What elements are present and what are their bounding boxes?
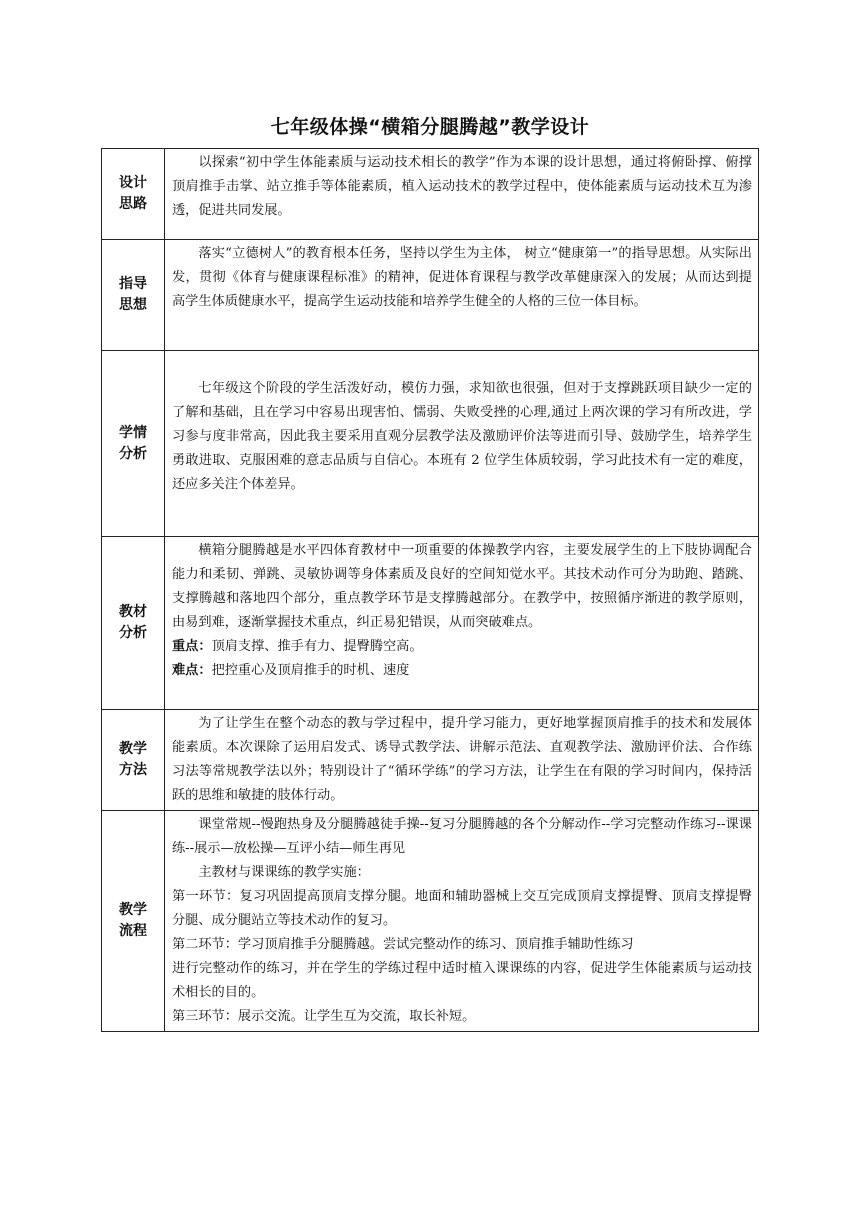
content-teaching-process xyxy=(165,811,759,1032)
paragraph: 落实“立德树人”的教育根本任务，坚持以学生为主体， 树立“健康第一”的指导思想。从实际出发，贯彻《体育与健康课程标准》的精神，促进体育课程与教学改革健康深入的发展；从而达到提高学生体质健康水平，提高学生运动技能和培养学生健全的人格的三位一体目标。 xyxy=(172,246,752,309)
label-line: 方法 xyxy=(119,762,147,778)
content-design-idea xyxy=(165,149,759,240)
label-guiding-idea xyxy=(102,240,165,351)
row-teaching-process xyxy=(102,811,759,1032)
paragraph: 为了让学生在整个动态的教与学过程中，提升学习能力，更好地掌握顶肩推手的技术和发展体能素质。本次课除了运用启发式、诱导式教学法、讲解示范法、直观教学法、激励评价法、合作练习法等常规教学法以外；特别设计了“循环学练”的学习方法，让学生在有限的学习时间内，保持活跃的思维和敏捷的肢体行动。 xyxy=(172,716,752,803)
process-step-2-detail: 进行完整动作的练习，并在学生的学练过程中适时植入课课练的内容，促进学生体能素质与运动技术相长的目的。 xyxy=(172,961,752,1000)
content-guiding-idea xyxy=(165,240,759,351)
lesson-plan-table xyxy=(101,148,759,1032)
paragraph: 七年级这个阶段的学生活泼好动，模仿力强，求知欲也很强，但对于支撑跳跃项目缺少一定的了解和基础，且在学习中容易出现害怕、懦弱、失败受挫的心理,通过上两次课的学习有所改进，学习参与度非常高，因此我主要采用直观分层教学法及激励评价法等进而引导、鼓励学生，培养学生勇敢进取、克服困难的意志品质与自信心。本班有 2 位学生体质较弱，学习此技术有一定的难度，还应多关注个体差异。 xyxy=(172,381,752,492)
label-line: 教学 xyxy=(119,902,147,918)
content-student-analysis xyxy=(165,351,759,537)
row-material-analysis xyxy=(102,537,759,710)
label-material-analysis xyxy=(102,537,165,710)
label-line: 思路 xyxy=(119,196,147,212)
label-design-idea xyxy=(102,149,165,240)
paragraph: 横箱分腿腾越是水平四体育教材中一项重要的体操教学内容，主要发展学生的上下肢协调配合能力和柔韧、弹跳、灵敏协调等身体素质及良好的空间知觉水平。其技术动作可分为助跑、踏跳、支撑腾越和落地四个部分，重点教学环节是支撑腾越部分。在教学中，按照循序渐进的教学原则，由易到难，逐渐掌握技术重点，纠正易犯错误，从而突破难点。 xyxy=(172,543,752,630)
label-line: 学情 xyxy=(119,424,147,441)
content-teaching-method xyxy=(165,710,759,811)
label-line: 教材 xyxy=(119,604,147,620)
process-step-3: 第三环节：展示交流。让学生互为交流，取长补短。 xyxy=(172,1009,476,1024)
label-student-analysis xyxy=(102,351,165,537)
page-title: 七年级体操“横箱分腿腾越”教学设计 xyxy=(270,116,590,138)
key-point-label: 重点： xyxy=(172,639,212,654)
key-point xyxy=(172,635,752,659)
row-design-idea xyxy=(102,149,759,240)
label-line: 设计 xyxy=(119,175,147,191)
label-line: 指导 xyxy=(119,276,147,292)
key-point-text: 顶肩支撑、推手有力、提臀腾空高。 xyxy=(211,639,423,654)
difficulty-text: 把控重心及顶肩推手的时机、速度 xyxy=(211,663,410,678)
label-line: 流程 xyxy=(119,923,147,939)
row-guiding-idea xyxy=(102,240,759,351)
label-teaching-method xyxy=(102,710,165,811)
row-student-analysis xyxy=(102,351,759,537)
difficulty-point xyxy=(172,659,752,683)
content-material-analysis xyxy=(165,537,759,710)
paragraph: 以探索“初中学生体能素质与运动技术相长的教学”作为本课的设计思想，通过将俯卧撑、俯撑顶肩推手击掌、站立推手等体能素质，植入运动技术的教学过程中，使体能素质与运动技术互为渗透，促进共同发展。 xyxy=(172,155,752,218)
process-step-2: 第二环节：学习顶肩推手分腿腾越。尝试完整动作的练习、顶肩推手辅助性练习 xyxy=(172,937,634,952)
process-overview: 课堂常规--慢跑热身及分腿腾越徒手操--复习分腿腾越的各个分解动作--学习完整动作练习--课课练--展示—放松操—互评小结—师生再见 xyxy=(172,817,752,856)
label-line: 教学 xyxy=(119,741,147,757)
label-teaching-process xyxy=(102,811,165,1032)
process-step-1: 第一环节：复习巩固提高顶肩支撑分腿。地面和辅助器械上交互完成顶肩支撑提臀、顶肩支撑提臀分腿、成分腿站立等技术动作的复习。 xyxy=(172,889,752,928)
label-line: 分析 xyxy=(119,625,147,641)
row-teaching-method xyxy=(102,710,759,811)
label-line: 思想 xyxy=(119,297,147,313)
difficulty-label: 难点： xyxy=(172,663,212,678)
label-line: 分析 xyxy=(119,445,147,462)
process-subheading: 主教材与课课练的教学实施： xyxy=(198,865,370,880)
